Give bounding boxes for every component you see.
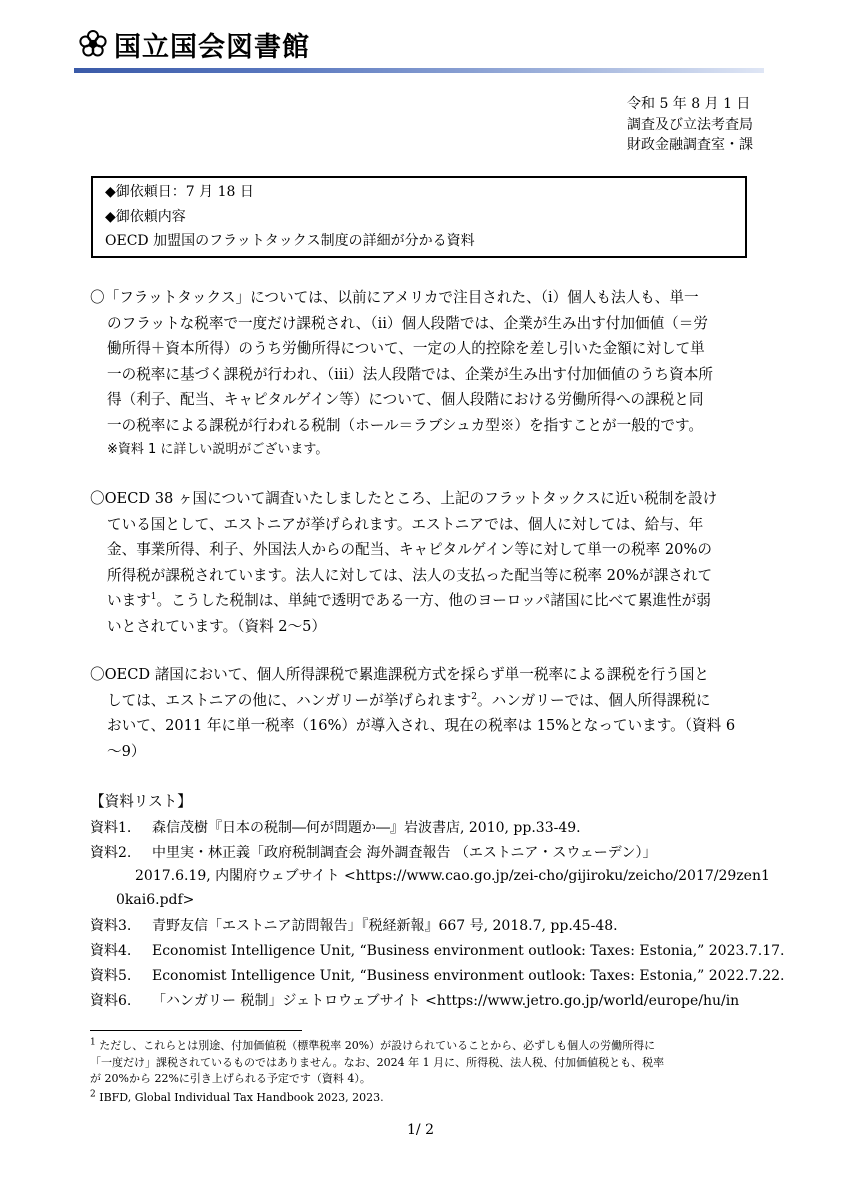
issuer-division: 財政金融調査室・課 <box>627 137 753 153</box>
page-number: 1/ 2 <box>407 1122 434 1138</box>
reference-label: 資料5. <box>90 968 132 984</box>
paragraph-hungary <box>90 662 760 764</box>
paragraph-line: のフラットな税率で一度だけ課税され、（ⅱ）個人段階では、企業が生み出す付加価値（＝労 <box>107 314 708 332</box>
paragraph-line: 〇「フラットタックス」については、以前にアメリカで注目された、（ⅰ）個人も法人も、単一 <box>90 289 699 306</box>
paragraph-line: 一の税率による課税が行われる税制（ホール＝ラブシュカ型※）を指すことが一般的です。 <box>107 416 704 434</box>
header <box>78 26 310 62</box>
issue-date: 令和 5 年 8 月 1 日 <box>627 96 751 112</box>
reference-label: 資料3. <box>90 918 132 934</box>
footnote-mark: 2 <box>90 1089 96 1100</box>
request-box <box>91 176 747 258</box>
paragraph-line: おいて、2011 年に単一税率（16%）が導入され、現在の税率は 15%となっています。（資料 6 <box>107 717 736 734</box>
request-content: OECD 加盟国のフラットタックス制度の詳細が分かる資料 <box>105 233 475 249</box>
reference-item <box>90 991 760 1011</box>
reference-item <box>90 843 760 863</box>
text-segment: 。ハンガリーでは、個人所得課税に <box>477 691 711 709</box>
footnote-text: IBFD, Global Individual Tax Handbook 2023, 2023. <box>99 1091 384 1104</box>
request-content-label: ◆御依頼内容 <box>105 208 186 225</box>
paragraph-line: 金、事業所得、利子、外国法人からの配当、キャピタルゲイン等に対して単一の税率 20%の <box>107 541 712 558</box>
library-emblem-icon <box>78 29 108 59</box>
text-segment: 。こうした税制は、単純で透明である一方、他のヨーロッパ諸国に比べて累進性が弱 <box>156 592 711 609</box>
footnote-ref-2[interactable]: 2 <box>471 691 477 702</box>
paragraph-line: ている国として、エストニアが挙げられます。エストニアでは、個人に対しては、給与、年 <box>107 515 704 533</box>
paragraph-line: 一の税率に基づく課税が行われ、（ⅲ）法人段階では、企業が生み出す付加価値のうち資本所 <box>107 365 713 383</box>
reference-item <box>90 966 785 986</box>
paragraph-estonia <box>90 486 760 639</box>
reference-text: 森信茂樹『日本の税制―何が問題か―』岩波書店, 2010, pp.33-49. <box>152 820 581 836</box>
paragraph-line: 所得税が課税されています。法人に対しては、法人の支払った配当等に税率 20%が課されて <box>107 566 713 584</box>
footnote-mark: 1 <box>90 1037 96 1048</box>
reference-item <box>90 818 760 838</box>
reference-item <box>90 941 785 961</box>
footnote-line: 「一度だけ」課税されているものではありません。なお、2024 年 1 月に、所得税、法人税、付加価値税とも、税率 <box>90 1055 665 1069</box>
paragraph-line: 働所得＋資本所得）のうち労働所得について、一定の人的控除を差し引いた金額に対して単 <box>107 340 705 357</box>
reference-label: 資料1. <box>90 820 132 836</box>
request-date: ◆御依頼日：7 月 18 日 <box>105 184 254 200</box>
reference-list-heading: 【資料リスト】 <box>90 793 192 810</box>
footnote-line: が 20%から 22%に引き上げられる予定です（資料 4）。 <box>90 1072 371 1085</box>
paragraph-flat-tax-definition <box>90 285 760 438</box>
paragraph-line: ～9） <box>107 742 146 760</box>
text-segment: います <box>107 592 151 609</box>
paragraph-line: 〇OECD 38 ヶ国について調査いたしましたところ、上記のフラットタックスに近い税制を設け <box>90 490 718 507</box>
footnote-line <box>90 1090 762 1107</box>
reference-label: 資料6. <box>90 993 132 1009</box>
reference-item <box>90 916 760 936</box>
paragraph-line <box>90 688 760 714</box>
footnote-text: ただし、これらとは別途、付加価値税（標準税率 20%）が設けられていることから、必ずしも個人の労働所得に <box>99 1039 656 1052</box>
reference-link-cont[interactable]: 0kai6.pdf> <box>116 892 195 908</box>
org-name: 国立国会図書館 <box>114 31 310 63</box>
footnote-divider <box>90 1030 302 1031</box>
reference-text: 中里実・林正義「政府税制調査会 海外調査報告 （エストニア・スウェーデン）」 <box>152 845 657 861</box>
reference-label: 資料4. <box>90 943 132 959</box>
text-segment: しては、エストニアの他に、ハンガリーが挙げられます <box>107 691 472 709</box>
footnote-2 <box>90 1090 762 1107</box>
issuer-bureau: 調査及び立法考査局 <box>627 116 753 133</box>
reference-link[interactable]: 「ハンガリー 税制」ジェトロウェブサイト <https://www.jetro.go.jp/world/europe/hu/in <box>152 993 740 1009</box>
footnote-ref-1[interactable]: 1 <box>150 592 157 603</box>
reference-note: ※資料 1 に詳しい説明がございます。 <box>107 442 329 457</box>
paragraph-line: いとされています。（資料 2～5） <box>107 617 327 635</box>
paragraph-line <box>90 588 760 614</box>
reference-text: Economist Intelligence Unit, “Business environment outlook: Taxes: Estonia,” 2023.7.17. <box>152 943 785 959</box>
reference-text: 青野友信「エストニア訪問報告」『税経新報』667 号, 2018.7, pp.45-48. <box>152 918 618 934</box>
reference-label: 資料2. <box>90 845 132 861</box>
header-rule <box>74 68 764 73</box>
footnote-line <box>90 1038 762 1055</box>
paragraph-line: 得（利子、配当、キャピタルゲイン等）について、個人段階における労働所得への課税と同 <box>107 391 704 408</box>
reference-text: Economist Intelligence Unit, “Business environment outlook: Taxes: Estonia,” 2022.7.22. <box>152 968 785 984</box>
footnote-1 <box>90 1038 762 1088</box>
issuer-block <box>627 94 753 156</box>
paragraph-line: 〇OECD 諸国において、個人所得課税で累進課税方式を採らず単一税率による課税を行う国と <box>90 666 709 683</box>
reference-link[interactable]: 2017.6.19, 内閣府ウェブサイト <https://www.cao.go.jp/zei-cho/gijiroku/zeicho/2017/29zen1 <box>135 868 770 884</box>
